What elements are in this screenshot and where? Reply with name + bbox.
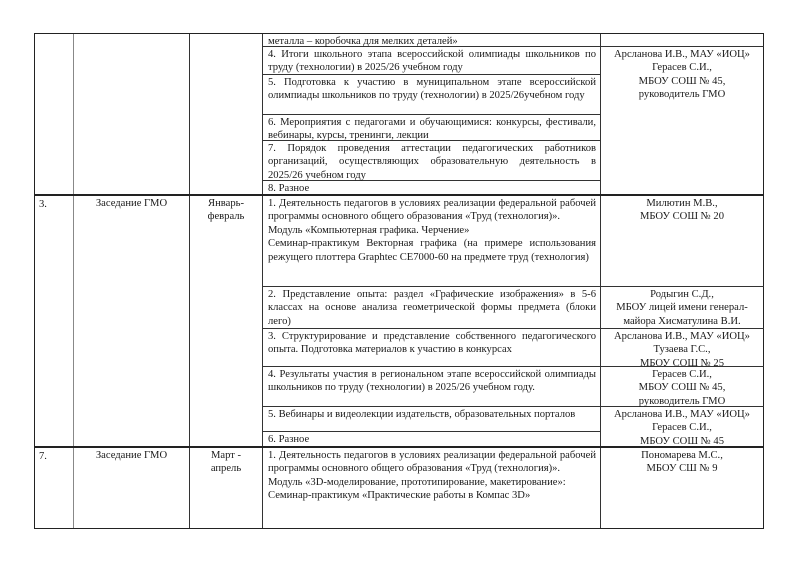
event-period: Март - апрель [210,450,242,475]
agenda-item: 3. Структурирование и представление собственного педагогического опыта. Подготовка материалов к участию в конкурсах [268,331,596,356]
agenda-item: 5. Подготовка к участию в муниципальном этапе всероссийской олимпиады школьников по труду (технологии) в 2025/26учебном году [268,77,596,102]
agenda-item: 8. Разное [268,183,310,194]
responsible-cell: Герасев С.И., МБОУ СОШ № 45, руководитель ГМО [638,369,726,407]
table-border-right [763,33,764,529]
agenda-item: 5. Вебинары и видеолекции издательств, образовательных порталов [268,409,576,420]
row-number: 3. [39,199,47,210]
responsible-cell: Арсланова И.В., МАУ «ИОЦ» Герасев С.И., МБОУ СОШ № 45, руководитель ГМО [614,49,750,101]
event-period: Январь- февраль [207,198,245,223]
agenda-item: 6. Мероприятия с педагогами и обучающимися: конкурсы, фестивали, вебинары, курсы, тренинги, лекции [268,117,596,142]
responsible-cell: Родыгин С.Д., МБОУ лицей имени генерал- майора Хисматулина В.И. [616,289,748,327]
agenda-item: 1. Деятельность педагогов в условиях реализации федеральной рабочей программы основного общего образования «Труд (технология)». Модуль «Компьютерная графика. Черчение» Семинар-практикум Векторная графика (на примере использования режущего плоттера Graphtec CE7000-60 на предмете труд (технология) [268,198,596,263]
agenda-item: 4. Итоги школьного этапа всероссийской олимпиады школьников по труду (технологии) в 2025/26 учебном году [268,49,596,74]
responsible-cell: Арсланова И.В., МАУ «ИОЦ» Тузаева Г.С., МБОУ СОШ № 25 [614,331,750,369]
responsible-cell: Милютин М.В., МБОУ СОШ № 20 [639,198,725,223]
responsible-cell: Пономарева М.С., МБОУ СШ № 9 [641,450,723,475]
event-name: Заседание ГМО [95,450,168,461]
row-number: 7. [39,451,47,462]
event-name: Заседание ГМО [95,198,168,209]
agenda-item: 4. Результаты участия в региональном этапе всероссийской олимпиады школьников по труду (технологии) в 2025/26 учебном году. [268,369,596,394]
agenda-item: металла – коробочка для мелких деталей» [268,36,458,47]
agenda-item: 2. Представление опыта: раздел «Графические изображения» в 5-6 классах на основе анализа геометрической формы предмета (блоки лего) [268,289,596,327]
agenda-item: 7. Порядок проведения аттестации педагогических работников организаций, осуществляющих образовательную деятельность в 2025/26 учебном году [268,143,596,181]
agenda-item: 6. Разное [268,434,310,445]
agenda-item: 1. Деятельность педагогов в условиях реализации федеральной рабочей программы основного общего образования «Труд (технология)». Модуль «3D-моделирование, прототипирование, макетирование»: Семинар-практикум «Практические работы в Компас 3D» [268,450,596,502]
responsible-cell: Арсланова И.В., МАУ «ИОЦ» Герасев С.И., МБОУ СОШ № 45 [614,409,750,447]
table-border-bottom [34,528,764,529]
